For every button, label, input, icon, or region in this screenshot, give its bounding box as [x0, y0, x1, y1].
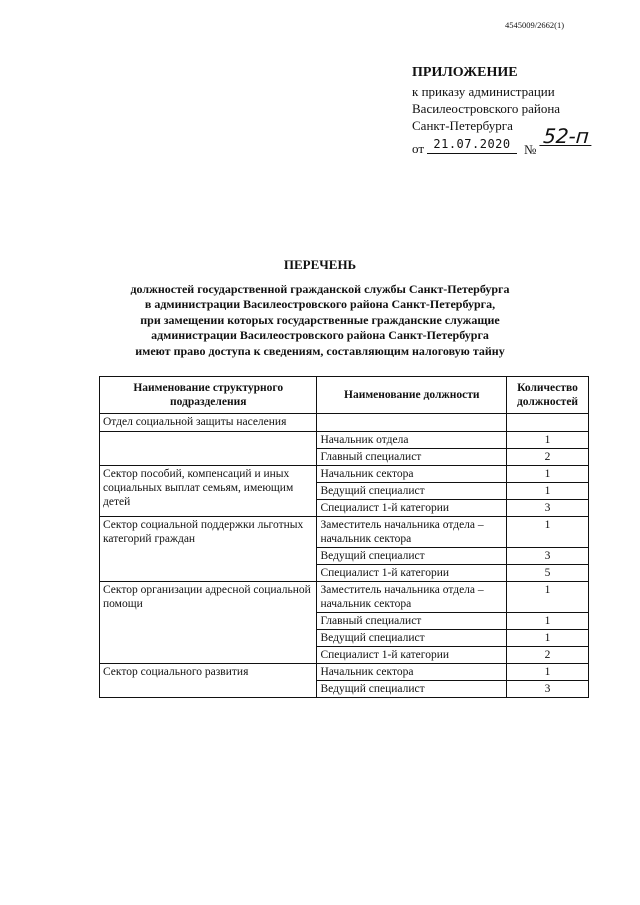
date-label: от: [412, 141, 425, 156]
appendix-block: [412, 64, 590, 160]
unit-cell: Сектор пособий, компенсаций и иных социальных выплат семьям, имеющим детей: [100, 466, 317, 517]
table-header-row: [100, 377, 589, 414]
position-cell: Начальник сектора: [317, 466, 507, 483]
table-row: [100, 664, 589, 681]
count-cell: 3: [507, 548, 589, 565]
table-row: [100, 517, 589, 548]
subtitle-line: администрации Василеостровского района Санкт-Петербурга: [151, 328, 489, 343]
position-cell: Ведущий специалист: [317, 630, 507, 647]
unit-cell: Сектор социального развития: [100, 664, 317, 698]
table-row: [100, 582, 589, 613]
count-cell: 3: [507, 681, 589, 698]
subtitle-line: должностей государственной гражданской службы Санкт-Петербурга: [130, 282, 510, 296]
header-count: Количество должностей: [507, 377, 589, 414]
number-label: №: [524, 142, 537, 157]
subtitle-line: имеют право доступа к сведениям, составляющим налоговую тайну: [135, 343, 505, 358]
position-cell: Специалист 1-й категории: [317, 647, 507, 664]
count-cell: 1: [507, 582, 589, 613]
positions-table: [99, 376, 589, 698]
position-cell: Ведущий специалист: [317, 548, 507, 565]
position-cell: Начальник отдела: [317, 432, 507, 449]
appendix-line: к приказу администрации: [412, 84, 555, 99]
empty-cell: [317, 414, 507, 432]
position-cell: Главный специалист: [317, 613, 507, 630]
count-cell: 1: [507, 466, 589, 483]
position-cell: Ведущий специалист: [317, 681, 507, 698]
count-cell: 1: [507, 664, 589, 681]
count-cell: 3: [507, 500, 589, 517]
position-cell: Специалист 1-й категории: [317, 500, 507, 517]
unit-cell: Сектор социальной поддержки льготных категорий граждан: [100, 517, 317, 582]
position-cell: Заместитель начальника отдела – начальник сектора: [317, 517, 507, 548]
count-cell: 5: [507, 565, 589, 582]
count-cell: 2: [507, 449, 589, 466]
table-row: [100, 432, 589, 449]
count-cell: 1: [507, 432, 589, 449]
count-cell: 2: [507, 647, 589, 664]
subtitle-line: при замещении которых государственные гражданские служащие: [140, 312, 500, 327]
page-title: ПЕРЕЧЕНЬ: [283, 257, 357, 272]
position-cell: Начальник сектора: [317, 664, 507, 681]
count-cell: 1: [507, 483, 589, 500]
count-cell: 1: [507, 630, 589, 647]
document-number: 4545009/2662(1): [505, 20, 565, 30]
department-row: [100, 414, 589, 432]
position-cell: Главный специалист: [317, 449, 507, 466]
position-cell: Заместитель начальника отдела – начальник сектора: [317, 582, 507, 613]
position-cell: Специалист 1-й категории: [317, 565, 507, 582]
header-position: Наименование должности: [317, 377, 507, 414]
unit-cell: Сектор организации адресной социальной помощи: [100, 582, 317, 664]
position-cell: Ведущий специалист: [317, 483, 507, 500]
appendix-title: ПРИЛОЖЕНИЕ: [412, 65, 518, 80]
department-name: Отдел социальной защиты населения: [100, 414, 317, 432]
appendix-line: Санкт-Петербурга: [412, 118, 513, 133]
order-number: 52-п: [539, 128, 592, 146]
unit-cell: [100, 432, 317, 466]
order-date: 21.07.2020: [427, 136, 517, 154]
appendix-line: Василеостровского района: [412, 101, 561, 116]
count-cell: 1: [507, 517, 589, 548]
header-unit: Наименование структурного подразделения: [100, 377, 317, 414]
empty-cell: [507, 414, 589, 432]
subtitle-line: в администрации Василеостровского района Санкт-Петербурга,: [144, 297, 496, 312]
list-subtitle: [0, 282, 640, 359]
count-cell: 1: [507, 613, 589, 630]
table-row: [100, 466, 589, 483]
